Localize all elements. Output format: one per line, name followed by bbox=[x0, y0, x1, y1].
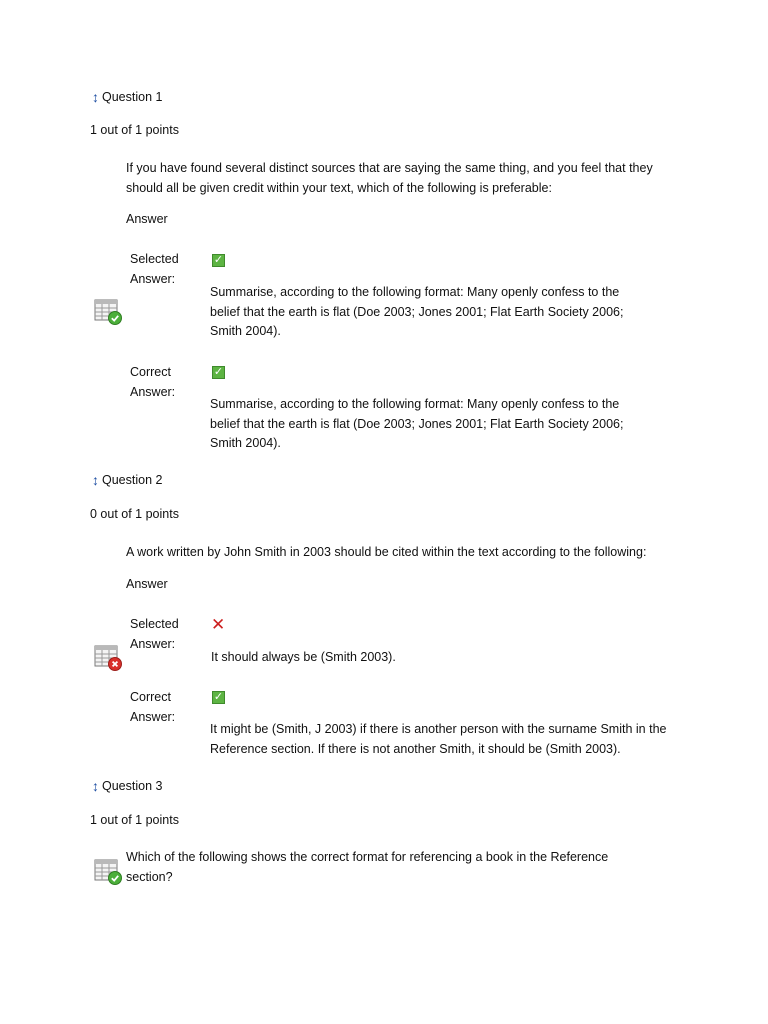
question-2-answer-heading: Answer bbox=[126, 577, 168, 591]
question-3-points: 1 out of 1 points bbox=[90, 813, 179, 827]
sort-arrows-icon[interactable]: ↕ bbox=[92, 472, 99, 488]
question-2-text: A work written by John Smith in 2003 should be cited within the text according to the following: bbox=[126, 545, 647, 559]
x-mark-icon: ✕ bbox=[211, 615, 226, 634]
sort-arrows-icon[interactable]: ↕ bbox=[92, 89, 99, 105]
question-1-heading[interactable] bbox=[92, 90, 162, 104]
question-1-answer-heading: Answer bbox=[126, 212, 168, 226]
question-2-selected-answer: It should always be (Smith 2003). bbox=[211, 650, 396, 664]
checkmark-icon: ✓ bbox=[213, 691, 224, 703]
question-1-text: If you have found several distinct sources that are saying the same thing, and you feel that they should all be given credit within your text, which of the following is preferable: bbox=[126, 161, 653, 195]
question-3-heading[interactable] bbox=[92, 779, 162, 793]
question-1-correct-label: Correct Answer: bbox=[130, 365, 176, 399]
grade-correct-icon bbox=[94, 858, 122, 886]
grade-correct-icon bbox=[94, 298, 122, 326]
checkmark-icon: ✓ bbox=[213, 366, 224, 378]
question-2-points: 0 out of 1 points bbox=[90, 507, 179, 521]
sort-arrows-icon[interactable]: ↕ bbox=[92, 778, 99, 794]
question-1-selected-answer: Summarise, according to the following format: Many openly confess to the belief that the earth is flat (Doe 2003; Jones 2001; Flat Earth Society 2006; Smith 2004). bbox=[210, 285, 624, 338]
question-2-heading[interactable] bbox=[92, 473, 162, 487]
question-3-title: Question 3 bbox=[102, 779, 163, 793]
question-2-selected-label: Selected Answer: bbox=[130, 617, 179, 651]
question-1-correct-answer: Summarise, according to the following format: Many openly confess to the belief that the earth is flat (Doe 2003; Jones 2001; Flat Earth Society 2006; Smith 2004). bbox=[210, 397, 624, 450]
question-1-title: Question 1 bbox=[102, 90, 163, 104]
question-3-text: Which of the following shows the correct format for referencing a book in the Reference section? bbox=[126, 850, 609, 884]
question-1-selected-label: Selected Answer: bbox=[130, 252, 179, 286]
checkmark-icon: ✓ bbox=[213, 254, 224, 266]
grade-incorrect-icon bbox=[94, 644, 122, 672]
question-2-title: Question 2 bbox=[102, 473, 163, 487]
question-2-correct-answer: It might be (Smith, J 2003) if there is another person with the surname Smith in the Reference section. If there is not another Smith, it should be (Smith 2003). bbox=[210, 722, 667, 756]
question-2-correct-label: Correct Answer: bbox=[130, 690, 176, 724]
question-1-points: 1 out of 1 points bbox=[90, 123, 179, 137]
